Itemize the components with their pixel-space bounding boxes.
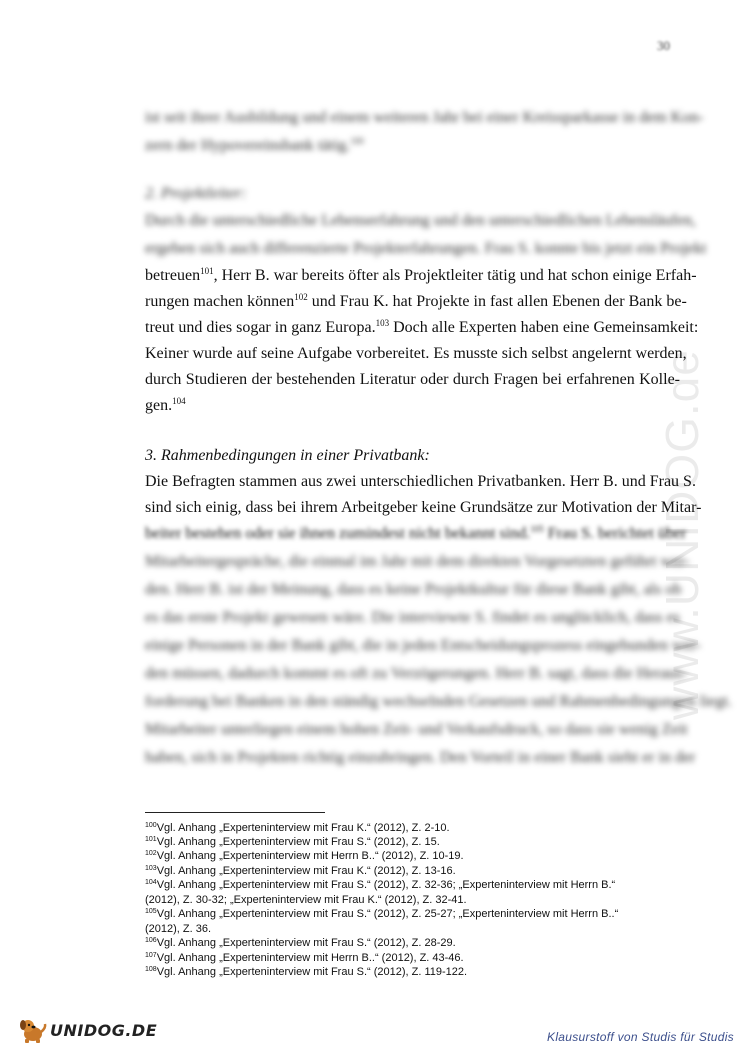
footer-slogan: Klausurstoff von Studis für Studis [547, 1030, 734, 1044]
footnote: $^{104}$Vgl. Anhang „Experteninterview mit Frau S.“ (2012), Z. 32-36; „Experteninterview mit Herrn B.“ [145, 879, 616, 891]
footnote: $^{107}$Vgl. Anhang „Experteninterview mit Herrn B..“ (2012), Z. 43-46. [145, 952, 464, 964]
paragraph-line: beiter bestehen oder sie ihnen zumindest nicht bekannt sind.$^{105}$ Frau S. berichtet über [145, 524, 687, 542]
footnote-continuation: (2012), Z. 30-32; „Experteninterview mit Frau K.“ (2012), Z. 32-41. [145, 894, 467, 906]
footnote-ref: 102 [294, 292, 308, 302]
paragraph-line: Die Befragten stammen aus zwei unterschiedlichen Privatbanken. Herr B. und Frau S. [145, 473, 696, 490]
footnote: $^{100}$Vgl. Anhang „Experteninterview mit Frau K.“ (2012), Z. 2-10. [145, 822, 450, 834]
footnote-ref: 103 [375, 318, 390, 328]
paragraph-line: den müssen, dadurch kommt es oft zu Verzögerungen. Herr B. sagt, dass die Heraus- [145, 665, 688, 682]
paragraph-line: gen.$^{104}$ [145, 396, 186, 414]
footnote-ref: 104 [172, 396, 186, 406]
footnote-ref: 101 [200, 266, 214, 276]
footnote-continuation: (2012), Z. 36. [145, 923, 212, 935]
footnote-ref: 100 [350, 136, 364, 146]
paragraph-line: es das erste Projekt gewesen wäre. Die interviewte S. findet es unglücklich, dass es [145, 609, 680, 626]
paragraph-line: Mitarbeitergespräche, die einmal im Jahr mit dem direkten Vorgesetzten geführt wer- [145, 553, 690, 570]
footnote: $^{108}$Vgl. Anhang „Experteninterview mit Frau S.“ (2012), Z. 119-122. [145, 966, 468, 978]
paragraph-line: einige Personen in der Bank gibt, die in jeden Entscheidungsprozess eingebunden wer- [145, 637, 701, 654]
paragraph-line: betreuen$^{101}$, Herr B. war bereits öfter als Projektleiter tätig und hat schon einige Erfah- [145, 266, 697, 284]
paragraph-line: forderung bei Banken in den ständig wechselnden Gesetzen und Rahmenbedingungen liegt. [145, 693, 732, 710]
footnote: $^{103}$Vgl. Anhang „Experteninterview mit Frau K.“ (2012), Z. 13-16. [145, 865, 456, 877]
section-heading: 2. Projektleiter: [145, 185, 247, 202]
paragraph-line: den. Herr B. ist der Meinung, dass es keine Projektkultur für diese Bank gibt, als ob [145, 581, 682, 598]
paragraph-line: zern der Hypovereinsbank tätig.$^{100}$ [145, 136, 364, 154]
footnote-separator [145, 812, 325, 813]
paragraph-line: haben, sich in Projekten richtig einzubringen. Den Vorteil in einer Bank sieht er in der [145, 749, 696, 766]
paragraph-line: sind sich einig, dass bei ihrem Arbeitgeber keine Grundsätze zur Motivation der Mitar- [145, 499, 702, 516]
dog-icon [18, 1016, 48, 1044]
footnote: $^{105}$Vgl. Anhang „Experteninterview mit Frau S.“ (2012), Z. 25-27; „Experteninterview mit Herrn B..“ [145, 908, 619, 920]
paragraph-line: ist seit ihrer Ausbildung und einem weiteren Jahr bei einer Kreissparkasse in dem Kon- [145, 109, 704, 126]
paragraph-line: Durch die unterschiedliche Lebenserfahrung und den unterschiedlichen Lebensläufen, [145, 212, 696, 229]
paragraph-line: Mitarbeiter unterliegen einem hohen Zeit- und Verkaufsdruck, so dass sie wenig Zeit [145, 721, 688, 738]
paragraph-line: ergeben sich auch differenzierte Projekterfahrungen. Frau S. konnte bis jetzt ein Projekt [145, 240, 707, 257]
paragraph-line: treut und dies sogar in ganz Europa.$^{103}$ Doch alle Experten haben eine Gemeinsamkeit: [145, 318, 699, 336]
footnote: $^{102}$Vgl. Anhang „Experteninterview mit Herrn B..“ (2012), Z. 10-19. [145, 850, 464, 862]
footnote: $^{106}$Vgl. Anhang „Experteninterview mit Frau S.“ (2012), Z. 28-29. [145, 937, 456, 949]
logo-text: UNIDOG.DE [50, 1020, 158, 1040]
paragraph-line: durch Studieren der bestehenden Literatur oder durch Fragen bei erfahrenen Kolle- [145, 371, 680, 388]
footnote-ref: 105 [530, 524, 544, 534]
footnote: $^{101}$Vgl. Anhang „Experteninterview mit Frau S.“ (2012), Z. 15. [145, 836, 440, 848]
section-heading: 3. Rahmenbedingungen in einer Privatbank: [145, 447, 430, 464]
unidog-logo[interactable] [18, 1016, 157, 1044]
watermark: www.UNIDOG.de [656, 349, 708, 720]
paragraph-line: Keiner wurde auf seine Aufgabe vorbereitet. Es musste sich selbst angelernt werden, [145, 345, 687, 362]
page-number: 30 [657, 38, 670, 53]
paragraph-line: rungen machen können$^{102}$ und Frau K. hat Projekte in fast allen Ebenen der Bank be- [145, 292, 687, 310]
